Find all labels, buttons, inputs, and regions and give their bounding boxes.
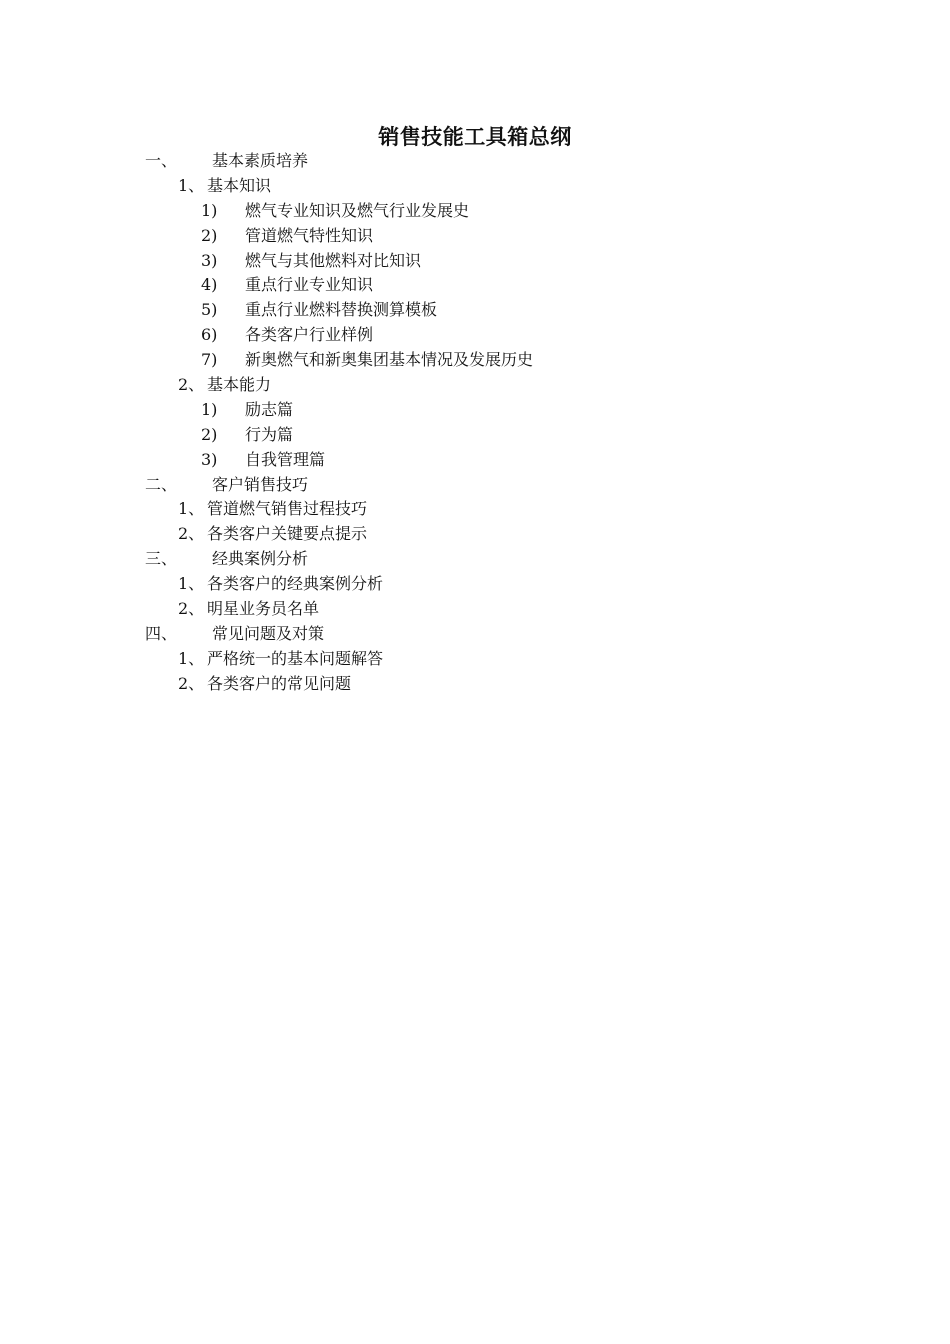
item-marker: 2)	[201, 226, 218, 245]
subsection-marker: 1、	[178, 499, 205, 518]
subsection-marker: 1、	[178, 176, 205, 195]
item-marker: 1)	[201, 400, 218, 419]
section-marker: 四、	[145, 624, 178, 643]
item-label: 燃气专业知识及燃气行业发展史	[245, 201, 470, 220]
section-marker: 一、	[145, 151, 178, 170]
subsection-label: 基本知识	[207, 176, 272, 195]
section-marker: 三、	[145, 549, 178, 568]
subsection-marker: 2、	[178, 674, 205, 693]
item-label: 燃气与其他燃料对比知识	[245, 251, 422, 270]
list-item	[201, 199, 469, 223]
list-item	[201, 423, 293, 447]
list-item	[201, 224, 373, 248]
subsection-label: 各类客户的常见问题	[207, 674, 352, 693]
list-item	[201, 273, 373, 297]
subsection-heading	[178, 672, 351, 696]
subsection-marker: 1、	[178, 649, 205, 668]
section-label: 基本素质培养	[212, 151, 309, 170]
subsection-label: 各类客户关键要点提示	[207, 524, 368, 543]
item-marker: 4)	[201, 275, 218, 294]
section-heading	[145, 473, 308, 497]
section-marker: 二、	[145, 475, 178, 494]
item-marker: 2)	[201, 425, 218, 444]
subsection-marker: 2、	[178, 524, 205, 543]
subsection-heading	[178, 597, 319, 621]
subsection-heading	[178, 572, 383, 596]
subsection-heading	[178, 373, 271, 397]
item-label: 自我管理篇	[245, 450, 326, 469]
subsection-label: 明星业务员名单	[207, 599, 320, 618]
item-marker: 3)	[201, 450, 218, 469]
item-label: 励志篇	[245, 400, 294, 419]
section-label: 经典案例分析	[212, 549, 309, 568]
item-label: 行为篇	[245, 425, 294, 444]
item-marker: 6)	[201, 325, 218, 344]
subsection-heading	[178, 174, 271, 198]
list-item	[201, 298, 437, 322]
item-label: 重点行业燃料替换测算模板	[245, 300, 438, 319]
item-marker: 1)	[201, 201, 218, 220]
item-label: 管道燃气特性知识	[245, 226, 374, 245]
list-item	[201, 323, 373, 347]
list-item	[201, 249, 421, 273]
item-marker: 7)	[201, 350, 218, 369]
list-item	[201, 398, 293, 422]
subsection-marker: 2、	[178, 599, 205, 618]
section-heading	[145, 622, 324, 646]
subsection-heading	[178, 522, 367, 546]
subsection-label: 基本能力	[207, 375, 272, 394]
list-item	[201, 348, 533, 372]
item-marker: 3)	[201, 251, 218, 270]
section-label: 常见问题及对策	[212, 624, 325, 643]
list-item	[201, 448, 325, 472]
item-label: 各类客户行业样例	[245, 325, 374, 344]
section-label: 客户销售技巧	[212, 475, 309, 494]
section-heading	[145, 547, 308, 571]
item-label: 新奥燃气和新奥集团基本情况及发展历史	[245, 350, 534, 369]
subsection-label: 管道燃气销售过程技巧	[207, 499, 368, 518]
document-title: 销售技能工具箱总纲	[378, 124, 572, 149]
subsection-heading	[178, 497, 367, 521]
subsection-heading	[178, 647, 383, 671]
subsection-marker: 1、	[178, 574, 205, 593]
subsection-label: 严格统一的基本问题解答	[207, 649, 384, 668]
subsection-marker: 2、	[178, 375, 205, 394]
item-label: 重点行业专业知识	[245, 275, 374, 294]
subsection-label: 各类客户的经典案例分析	[207, 574, 384, 593]
section-heading	[145, 149, 308, 173]
item-marker: 5)	[201, 300, 218, 319]
